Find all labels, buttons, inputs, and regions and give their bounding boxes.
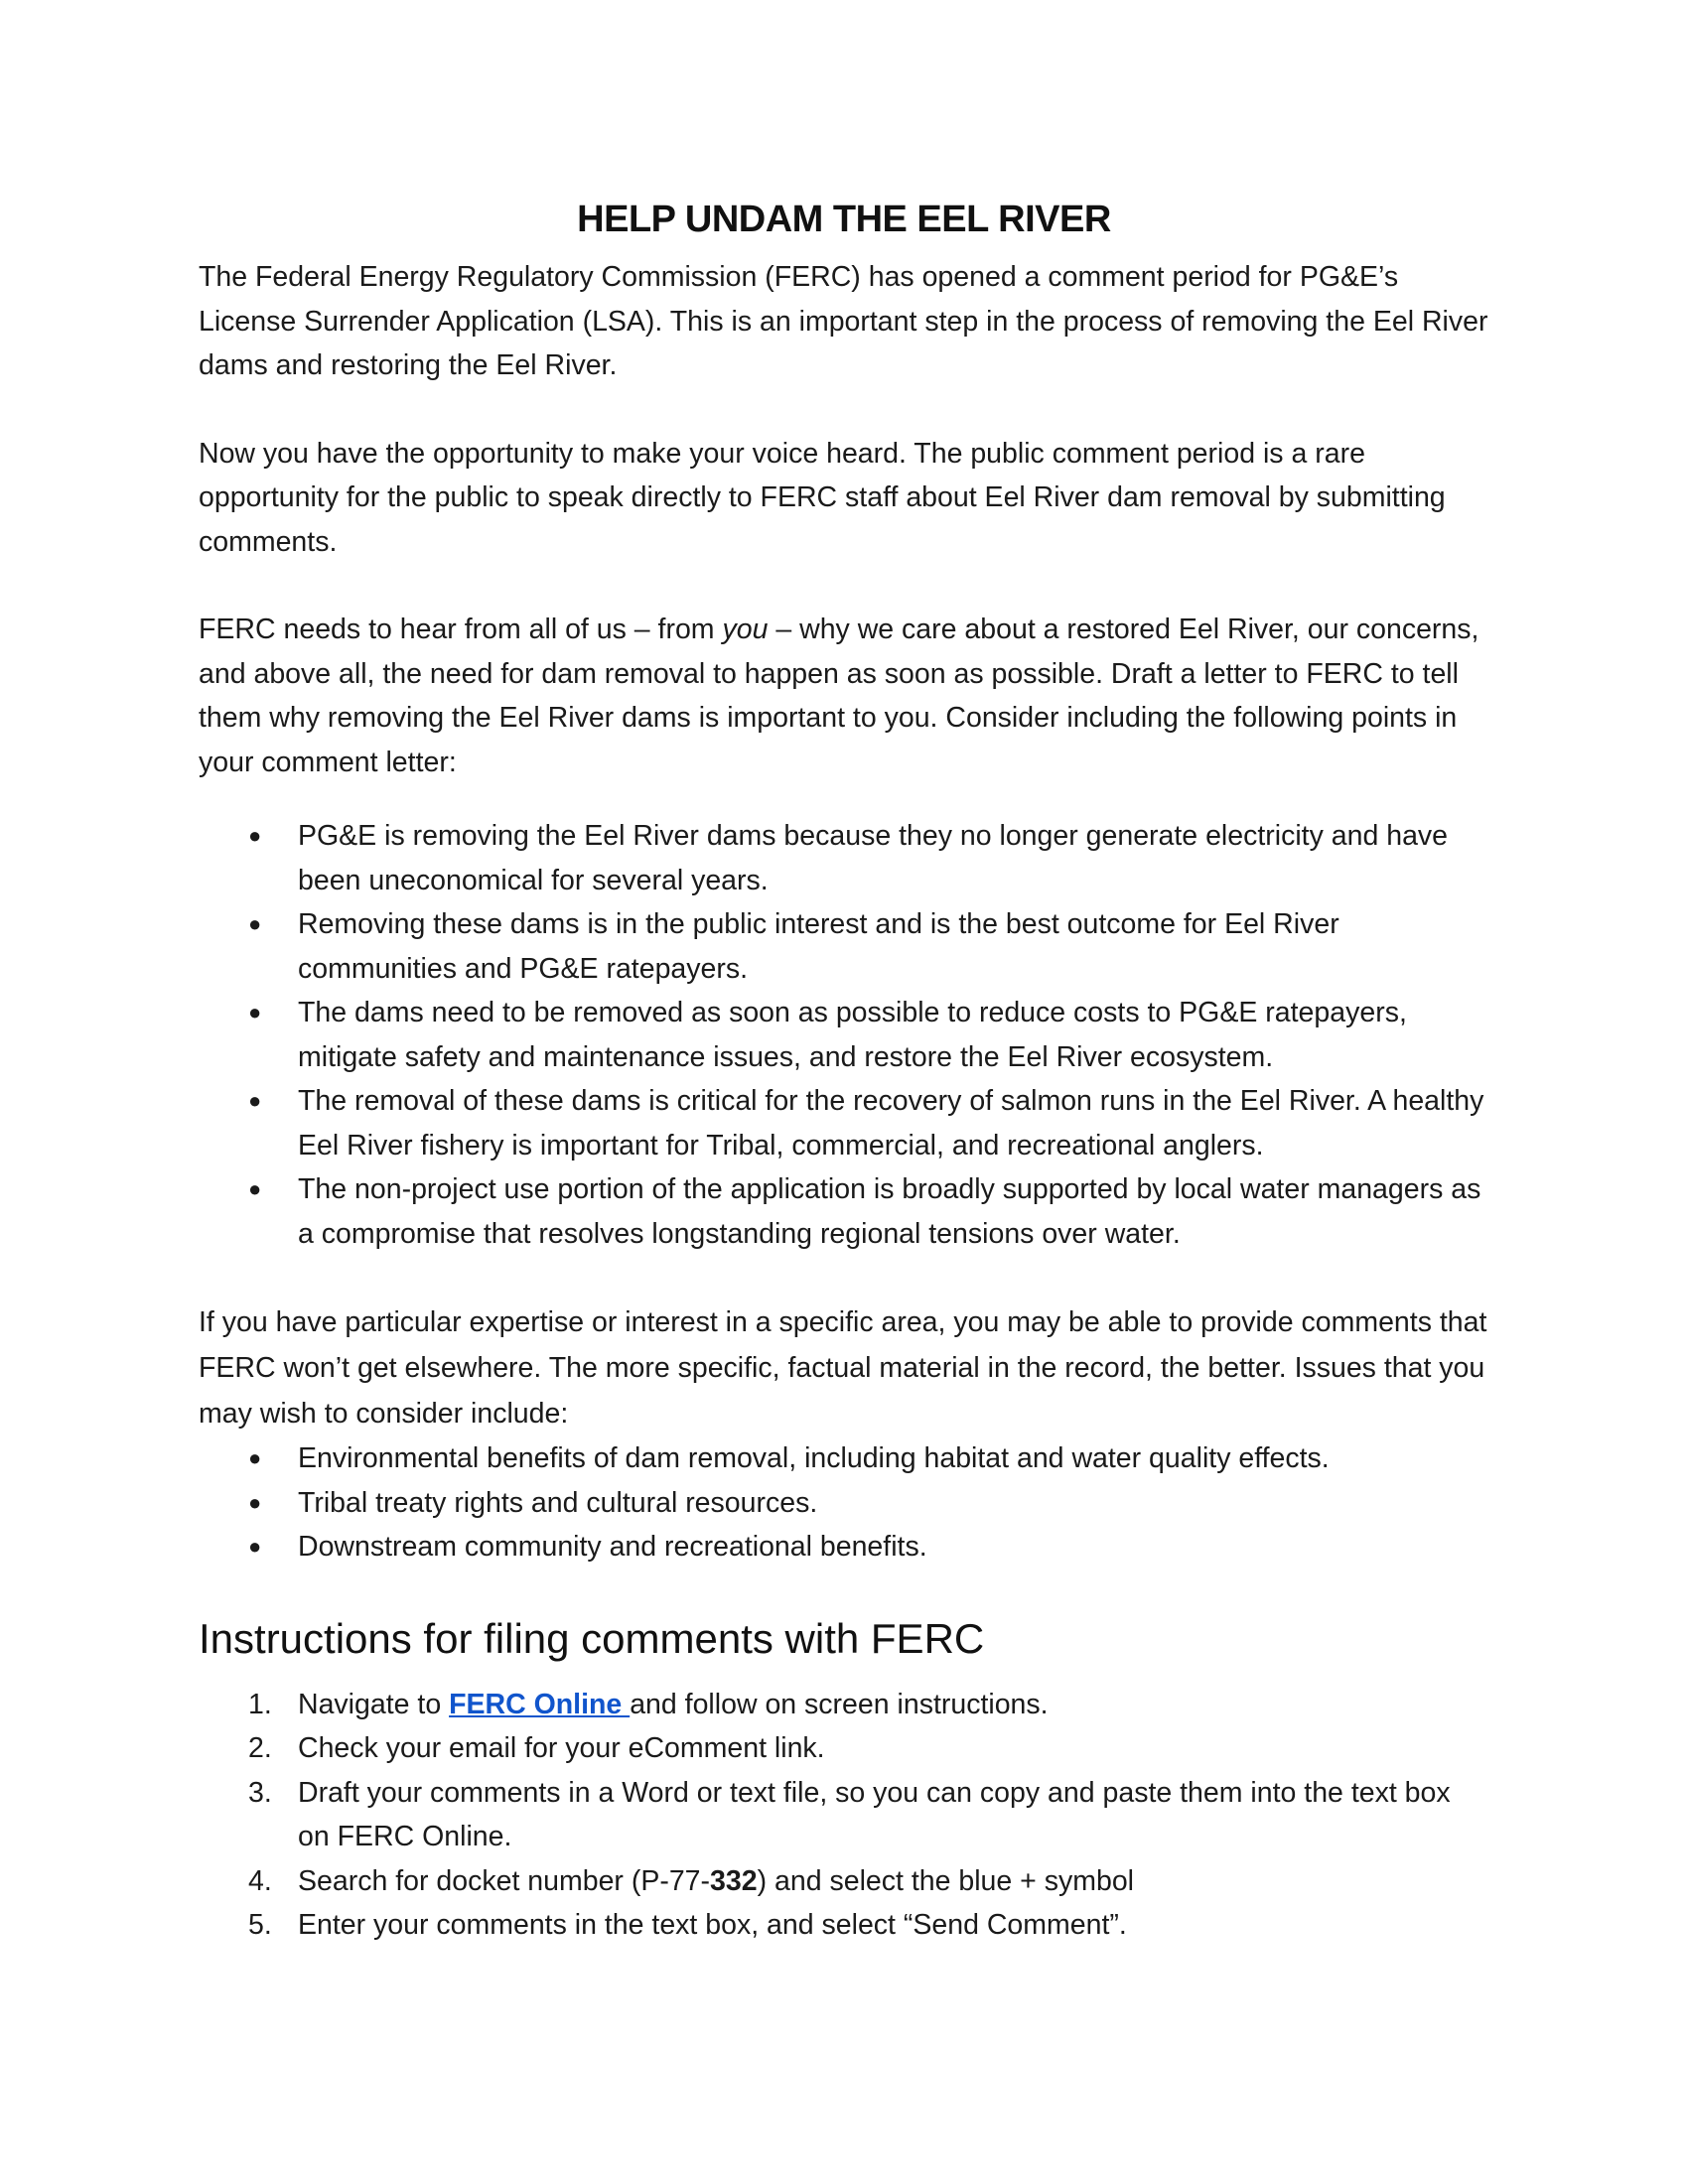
bullet-icon: ● bbox=[248, 1176, 262, 1201]
opportunity-paragraph: Now you have the opportunity to make your voice heard. The public comment period is a rare opportunity for the public to speak directly to FERC staff about Eel River dam removal by submitting comments. bbox=[199, 437, 1446, 558]
instructions-list bbox=[199, 1683, 1489, 1948]
bullet-icon: ● bbox=[248, 1445, 262, 1470]
issues-list bbox=[199, 1436, 1489, 1570]
bullet-icon: ● bbox=[248, 823, 262, 848]
intro-paragraph: The Federal Energy Regulatory Commission (FERC) has opened a comment period for PG&E’s License Surrender Application (LSA). This is an important step in the process of removing the Eel River dams and restoring the Eel River. bbox=[199, 261, 1488, 381]
list-item: ● Tribal treaty rights and cultural resources. bbox=[199, 1481, 1489, 1526]
bullet-icon: ● bbox=[248, 1000, 262, 1024]
list-item: ● The non-project use portion of the application is broadly supported by local water managers as a compromise that resolves longstanding regional tensions over water. bbox=[199, 1167, 1489, 1256]
list-item: ● Downstream community and recreational benefits. bbox=[199, 1525, 1489, 1570]
document-body bbox=[199, 199, 1489, 1948]
instructions-heading: Instructions for filing comments with FERC bbox=[199, 1614, 985, 1662]
step-number: 4. bbox=[248, 1864, 272, 1897]
comment-points-list bbox=[199, 814, 1489, 1256]
list-item: 5. Enter your comments in the text box, and select “Send Comment”. bbox=[199, 1903, 1489, 1948]
list-item: ● The removal of these dams is critical for the recovery of salmon runs in the Eel River. A healthy Eel River fishery is important for Tribal, commercial, and recreational anglers. bbox=[199, 1079, 1489, 1167]
list-item: 1. Navigate to FERC Online and follow on screen instructions. bbox=[199, 1683, 1489, 1727]
emphasis-you: you bbox=[722, 614, 769, 645]
list-item: ● PG&E is removing the Eel River dams because they no longer generate electricity and have been uneconomical for several years. bbox=[199, 814, 1489, 902]
step-number: 1. bbox=[248, 1688, 272, 1720]
step-number: 3. bbox=[248, 1776, 272, 1809]
expertise-paragraph: If you have particular expertise or interest in a specific area, you may be able to provide comments that FERC won’t get elsewhere. The more specific, factual material in the record, the better. Issues that you may wish to consider include: bbox=[199, 1306, 1487, 1430]
page-title: HELP UNDAM THE EEL RIVER bbox=[577, 199, 1111, 240]
bullet-icon: ● bbox=[248, 911, 262, 936]
bullet-icon: ● bbox=[248, 1489, 262, 1515]
list-item: ● The dams need to be removed as soon as possible to reduce costs to PG&E ratepayers, mitigate safety and maintenance issues, and restore the Eel River ecosystem. bbox=[199, 991, 1489, 1079]
list-item: 2. Check your email for your eComment link. bbox=[199, 1726, 1489, 1771]
bullet-icon: ● bbox=[248, 1088, 262, 1113]
list-item: ● Removing these dams is in the public interest and is the best outcome for Eel River communities and PG&E ratepayers. bbox=[199, 902, 1489, 991]
docket-number-bold: 332 bbox=[710, 1864, 758, 1897]
step-number: 5. bbox=[248, 1909, 272, 1941]
bullet-icon: ● bbox=[248, 1534, 262, 1559]
ferc-online-link[interactable]: FERC Online bbox=[449, 1688, 631, 1720]
list-item: 3. Draft your comments in a Word or text file, so you can copy and paste them into the text box on FERC Online. bbox=[199, 1771, 1489, 1859]
step-number: 2. bbox=[248, 1732, 272, 1764]
list-item: 4. Search for docket number (P-77-332) and select the blue + symbol bbox=[199, 1859, 1489, 1904]
list-item: ● Environmental benefits of dam removal, including habitat and water quality effects. bbox=[199, 1436, 1489, 1481]
ferc-needs-paragraph: FERC needs to hear from all of us – from you – why we care about a restored Eel River, our concerns, and above all, the need for dam removal to happen as soon as possible. Draft a letter to FERC to tell them why removing the Eel River dams is important to you. Consider including the following points in your comment letter: bbox=[199, 614, 1479, 778]
